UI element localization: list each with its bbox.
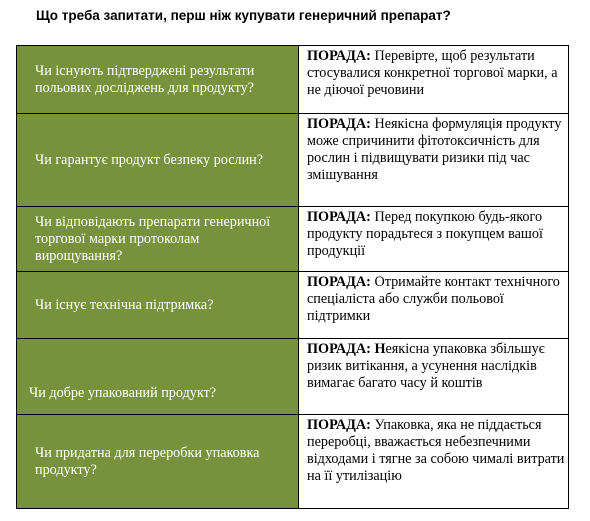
question-text: Чи добре упакований продукт? — [29, 385, 217, 401]
question-text: Чи гарантує продукт безпеку рослин? — [35, 151, 264, 168]
tip-text: еякісна упаковка збільшує ризик витікання, а усунення наслідків вимагає багато часу й коштів — [307, 341, 545, 391]
tip-cell — [299, 272, 569, 339]
table-row — [17, 207, 569, 272]
tip-text: Упаковка, яка не піддається переробці, вважається небезпечними відходами і тягне за собою чималі витрати на її утилізацію — [307, 417, 565, 484]
table-row — [17, 272, 569, 339]
tip-text: Перед покупкою будь-якого продукту порадьтеся з покупцем вашої продукції — [307, 209, 543, 259]
question-text: Чи існує технічна підтримка? — [35, 296, 214, 313]
table-row — [17, 415, 569, 509]
tip-label: ПОРАДА: Н — [307, 341, 386, 357]
question-cell — [17, 415, 299, 509]
question-cell — [17, 114, 299, 207]
question-cell — [17, 272, 299, 339]
tip-cell — [299, 114, 569, 207]
tip-label: ПОРАДА: — [307, 116, 371, 132]
tip-text: Перевірте, щоб результати стосувалися конкретної торгової марки, а не діючої речовини — [307, 48, 558, 98]
tip-label: ПОРАДА: — [307, 274, 371, 290]
question-cell — [17, 207, 299, 272]
question-text: Чи існують підтверджені результати польових досліджень для продукту? — [35, 62, 255, 96]
tip-label: ПОРАДА: — [307, 417, 371, 433]
tip-cell — [299, 207, 569, 272]
table-row — [17, 339, 569, 415]
question-text: Чи відповідають препарати генеричної торгової марки протоколам вирощування? — [35, 213, 271, 264]
tip-text: Отримайте контакт технічного спеціаліста або служби польової підтримки — [307, 274, 560, 324]
question-cell — [17, 339, 299, 415]
tip-cell — [299, 339, 569, 415]
tip-label: ПОРАДА: — [307, 48, 371, 64]
question-text: Чи придатна для переробки упаковка продукту? — [35, 444, 260, 478]
tip-text: Неякісна формуляція продукту може спричинити фітотоксичність для рослин і підвищувати ризики під час змішування — [307, 116, 562, 183]
table-row — [17, 46, 569, 114]
tip-label: ПОРАДА: — [307, 209, 371, 225]
question-cell — [17, 46, 299, 114]
tip-cell — [299, 415, 569, 509]
table-row — [17, 114, 569, 207]
page-title: Що треба запитати, перш ніж купувати генеричний препарат? — [36, 8, 451, 23]
tip-cell — [299, 46, 569, 114]
questions-table — [16, 45, 569, 509]
